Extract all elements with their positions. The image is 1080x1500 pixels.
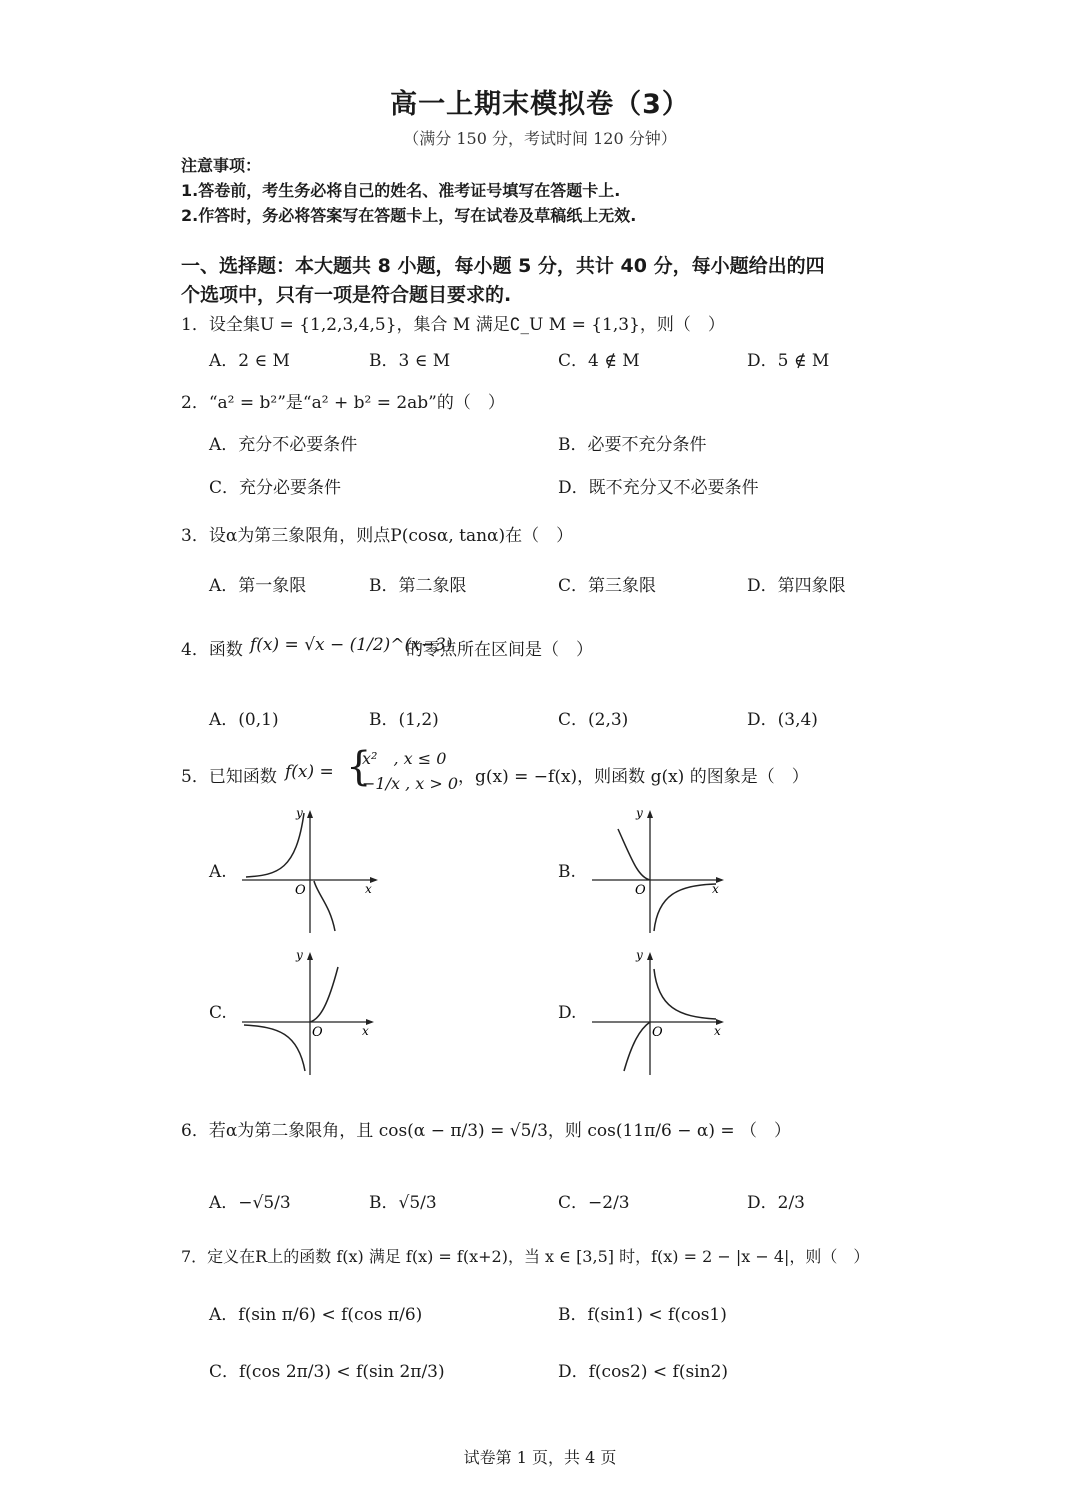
q5-fx-label: f(x) = — [285, 762, 334, 782]
q5-graph-c — [238, 947, 388, 1077]
q5-graph-a-y-label: y — [296, 806, 303, 820]
q1-option-c: C．4 ∉ M — [558, 351, 640, 371]
q3-option-c: C．第三象限 — [558, 576, 657, 596]
q5-piece-1: x² , x ≤ 0 — [362, 749, 447, 768]
q7-option-a: A．f(sin π/6) < f(cos π/6) — [209, 1305, 423, 1325]
q5-option-c: C. — [209, 1003, 227, 1023]
q5-graph-c-origin: O — [312, 1025, 323, 1040]
q1-stem: 1．设全集U = {1,2,3,4,5}，集合 M 满足∁_U M = {1,3}，则（ ） — [181, 315, 725, 335]
q6-option-b: B．√5/3 — [369, 1193, 437, 1213]
q4-option-b: B．(1,2) — [369, 710, 439, 730]
q4-option-a: A．(0,1) — [209, 710, 279, 730]
q7-option-c: C．f(cos 2π/3) < f(sin 2π/3) — [209, 1362, 445, 1382]
q6-option-a: A．−√5/3 — [209, 1193, 291, 1213]
q3-option-a: A．第一象限 — [209, 576, 307, 596]
section-heading-line1: 一、选择题：本大题共 8 小题，每小题 5 分，共计 40 分，每小题给出的四 — [181, 255, 825, 277]
q3-stem: 3．设α为第三象限角，则点P(cosα, tanα)在（ ） — [181, 526, 574, 546]
q3-option-b: B．第二象限 — [369, 576, 467, 596]
q5-stem-suffix: ，g(x) = −f(x)，则函数 g(x) 的图象是（ ） — [458, 767, 809, 787]
q1-option-b: B．3 ∈ M — [369, 351, 451, 371]
q5-graph-b-y-label: y — [636, 806, 643, 820]
q7-stem: 7．定义在R上的函数 f(x) 满足 f(x) = f(x+2)，当 x ∈ [3,5] 时，f(x) = 2 − |x − 4|，则（ ） — [181, 1247, 870, 1266]
q2-option-d: D．既不充分又不必要条件 — [558, 478, 759, 498]
notice-item-2: 2.作答时，务必将答案写在答题卡上，写在试卷及草稿纸上无效. — [181, 206, 637, 225]
notice-item-1: 1.答卷前，考生务必将自己的姓名、准考证号填写在答题卡上. — [181, 181, 621, 200]
page-footer: 试卷第 1 页，共 4 页 — [463, 1448, 617, 1467]
q5-graph-a-origin: O — [295, 883, 306, 898]
q5-graph-d-origin: O — [652, 1025, 663, 1040]
q3-option-d: D．第四象限 — [747, 576, 846, 596]
q5-option-d: D. — [558, 1003, 577, 1023]
q4-stem-suffix: 的零点所在区间是（ ） — [406, 640, 593, 660]
page-subtitle: （满分 150 分，考试时间 120 分钟） — [403, 129, 677, 148]
q2-option-c: C．充分必要条件 — [209, 478, 342, 498]
q6-option-d: D．2/3 — [747, 1193, 805, 1213]
page-title: 高一上期末模拟卷（3） — [390, 89, 690, 120]
q5-piece-2: −1/x , x > 0 — [362, 774, 459, 793]
q7-option-b: B．f(sin1) < f(cos1) — [558, 1305, 727, 1325]
q2-stem: 2．“a² = b²”是“a² + b² = 2ab”的（ ） — [181, 393, 505, 413]
q5-graph-d-x-label: x — [714, 1024, 721, 1038]
q1-option-a: A．2 ∈ M — [209, 351, 290, 371]
q5-graph-b-x-label: x — [712, 882, 719, 896]
q7-option-d: D．f(cos2) < f(sin2) — [558, 1362, 729, 1382]
q5-graph-b-origin: O — [635, 883, 646, 898]
q5-stem-prefix: 5．已知函数 — [181, 767, 277, 787]
q5-graph-d — [588, 947, 738, 1077]
q6-stem: 6．若α为第二象限角，且 cos(α − π/3) = √5/3，则 cos(11π/6 − α) = （ ） — [181, 1121, 792, 1141]
q5-graph-a — [238, 805, 388, 935]
notice-heading: 注意事项： — [181, 156, 262, 175]
q5-brace: { — [346, 744, 372, 790]
q4-function: f(x) = √x − (1/2)^(x−3) — [250, 635, 453, 655]
q4-stem-prefix: 4．函数 — [181, 640, 243, 660]
q5-graph-c-y-label: y — [296, 948, 303, 962]
q2-option-b: B．必要不充分条件 — [558, 435, 707, 455]
section-heading-line2: 个选项中，只有一项是符合题目要求的. — [181, 284, 512, 306]
q5-graph-c-x-label: x — [362, 1024, 369, 1038]
q4-option-d: D．(3,4) — [747, 710, 818, 730]
q5-graph-b — [588, 805, 738, 935]
q5-option-a: A. — [209, 862, 227, 882]
q4-option-c: C．(2,3) — [558, 710, 629, 730]
q6-option-c: C．−2/3 — [558, 1193, 630, 1213]
q1-option-d: D．5 ∉ M — [747, 351, 830, 371]
q5-option-b: B. — [558, 862, 576, 882]
q2-option-a: A．充分不必要条件 — [209, 435, 358, 455]
q5-graph-d-y-label: y — [636, 948, 643, 962]
q5-graph-a-x-label: x — [365, 882, 372, 896]
